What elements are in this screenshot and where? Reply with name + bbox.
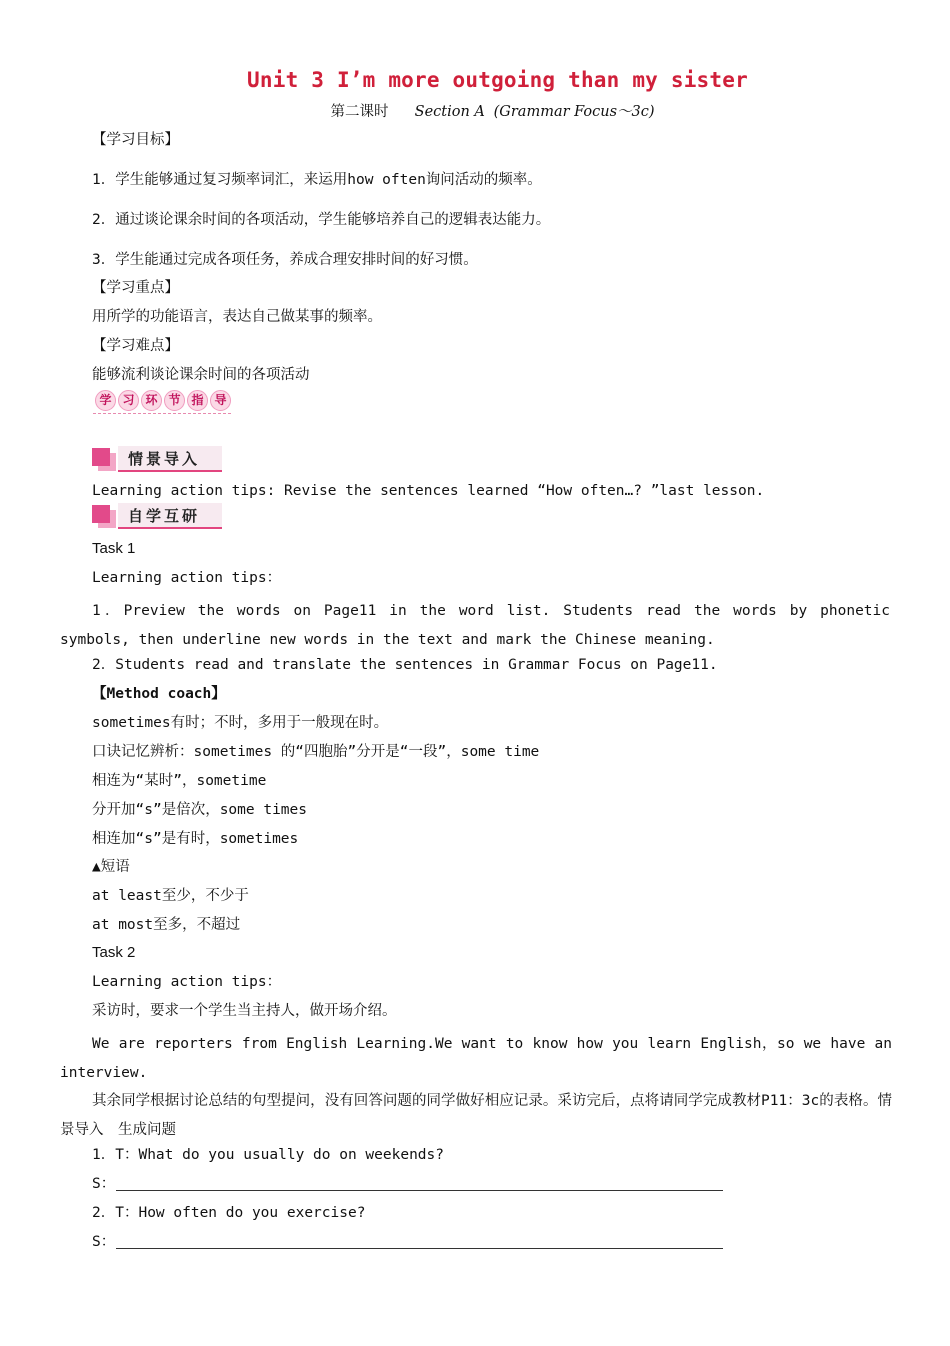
task2-chinese-instructions: 其余同学根据讨论总结的句型提问，没有回答问题的同学做好相应记录。采访完后，点将请同学完成教材P11：3c的表格。情景导入 生成问题 (60, 1093, 892, 1138)
question-2: 2．T：How often do you exercise? (92, 1205, 366, 1221)
key-points-heading: 【学习重点】 (92, 280, 179, 296)
task2-intro: 采访时，要求一个学生当主持人，做开场介绍。 (92, 1003, 397, 1019)
question-1: 1．T：What do you usually do on weekends? (92, 1147, 445, 1163)
section-banner-intro (92, 446, 224, 472)
task1-item: 2．Students read and translate the sentences in Grammar Focus on Page11. (92, 657, 718, 673)
banner-square-decoration (92, 448, 110, 466)
task1-tips-label: Learning action tips： (92, 570, 282, 586)
coach-line: at most至多，不超过 (92, 917, 241, 933)
guide-chip: 指 (187, 390, 208, 411)
guide-chip: 导 (210, 390, 231, 411)
answer-1-blank[interactable] (116, 1190, 723, 1191)
coach-line: sometimes有时；不时，多用于一般现在时。 (92, 715, 389, 731)
task2-tips-label: Learning action tips： (92, 974, 282, 990)
study-guide-label (93, 388, 233, 416)
key-points-text: 用所学的功能语言，表达自己做某事的频率。 (92, 309, 382, 325)
section-name: Section A (414, 104, 485, 120)
coach-line: 相连加“s”是有时，sometimes (92, 831, 299, 847)
lesson-subtitle (0, 100, 950, 121)
coach-line: 分开加“s”是倍次，some times (92, 802, 307, 818)
guide-chip: 习 (118, 390, 139, 411)
answer-1-label: S： (92, 1176, 116, 1192)
guide-chip: 环 (141, 390, 162, 411)
coach-line: ▲短语 (92, 859, 130, 875)
section-range: (Grammar Focus～3c) (493, 104, 655, 120)
banner-label: 自学互研 (128, 507, 201, 525)
banner-label: 情景导入 (128, 450, 201, 468)
difficulties-text: 能够流利谈论课余时间的各项活动 (92, 367, 310, 383)
intro-tip: Learning action tips: Revise the sentences learned “How often…? ”last lesson. (92, 483, 765, 499)
guide-chip: 学 (95, 390, 116, 411)
coach-line: at least至少，不少于 (92, 888, 249, 904)
guide-chip: 节 (164, 390, 185, 411)
answer-2-label: S： (92, 1234, 116, 1250)
task2-english-script: We are reporters from English Learning.We want to know how you learn English，so we have an interview. (60, 1036, 892, 1081)
guide-underline-decoration (93, 410, 231, 414)
objective-item: 1．学生能够通过复习频率词汇，来运用how often询问活动的频率。 (92, 172, 542, 188)
lesson-number: 第二课时 (330, 104, 389, 120)
document-title: Unit 3 I’m more outgoing than my sister (247, 68, 748, 92)
coach-line: 相连为“某时”，sometime (92, 773, 267, 789)
objective-item: 3．学生能通过完成各项任务，养成合理安排时间的好习惯。 (92, 252, 478, 268)
difficulties-heading: 【学习难点】 (92, 338, 179, 354)
objective-item: 2．通过谈论课余时间的各项活动，学生能够培养自己的逻辑表达能力。 (92, 212, 551, 228)
task1-item: 1．Preview the words on Page11 in the word list. Students read the words by phonetic symbols, then underline new words in the text and mark the Chinese meaning. (60, 603, 890, 648)
answer-2-blank[interactable] (116, 1248, 723, 1249)
method-coach-heading: 【Method coach】 (92, 686, 226, 702)
objectives-heading: 【学习目标】 (92, 132, 179, 148)
task1-title: Task 1 (92, 540, 136, 557)
banner-square-decoration (92, 505, 110, 523)
task2-title: Task 2 (92, 944, 136, 961)
coach-line: 口诀记忆辨析：sometimes 的“四胞胎”分开是“一段”，some time (92, 744, 540, 760)
section-banner-self-study (92, 503, 224, 529)
